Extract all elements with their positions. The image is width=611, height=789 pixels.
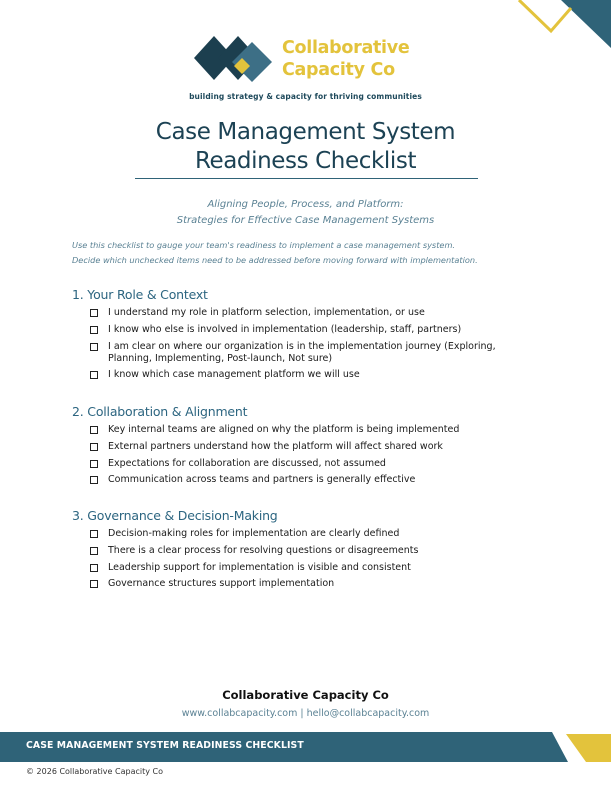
checklist-item-label: Governance structures support implementation	[108, 578, 335, 590]
checklist-item[interactable]	[72, 578, 552, 590]
section-heading: 1. Your Role & Context	[72, 287, 208, 302]
checklist-item[interactable]	[72, 424, 552, 436]
checklist-item-label: I understand my role in platform selection, implementation, or use	[108, 307, 425, 318]
checkbox-icon[interactable]	[90, 547, 98, 555]
checklist-item[interactable]	[72, 474, 552, 486]
copyright: © 2026 Collaborative Capacity Co	[26, 767, 163, 776]
section-governance	[72, 508, 552, 595]
section-role-context	[72, 287, 552, 386]
checklist-item-label: Key internal teams are aligned on why the platform is being implemented	[108, 424, 460, 435]
checklist-item-label: External partners understand how the platform will affect shared work	[108, 440, 443, 452]
checklist-item[interactable]	[72, 324, 552, 336]
checkbox-icon[interactable]	[90, 426, 98, 434]
checklist-item[interactable]	[72, 458, 552, 470]
subtitle	[0, 197, 611, 229]
checklist-item[interactable]	[72, 562, 552, 574]
title-line2: Readiness Checklist	[194, 148, 417, 174]
subtitle-line2: Strategies for Effective Case Management Systems	[176, 215, 435, 226]
section-heading: 2. Collaboration & Alignment	[72, 404, 248, 419]
checkbox-icon[interactable]	[90, 326, 98, 334]
footer-contact-links[interactable]: www.collabcapacity.com | hello@collabcapacity.com	[181, 708, 430, 719]
checklist-item[interactable]	[72, 545, 552, 557]
checklist-item-label: Communication across teams and partners is generally effective	[108, 474, 416, 486]
checkbox-icon[interactable]	[90, 476, 98, 484]
checklist-item[interactable]	[72, 307, 552, 319]
checklist-item-label: Leadership support for implementation is visible and consistent	[108, 561, 411, 573]
checkbox-icon[interactable]	[90, 564, 98, 572]
intro-line2: Decide which unchecked items need to be addressed before moving forward with implementation.	[72, 255, 478, 265]
footer-org-name: Collaborative Capacity Co	[222, 688, 389, 702]
checklist-item-label: I know who else is involved in implementation (leadership, staff, partners)	[108, 323, 462, 335]
brand-name	[282, 37, 409, 81]
checklist-item-label: Expectations for collaboration are discussed, not assumed	[108, 457, 386, 469]
title-line1: Case Management System	[155, 119, 456, 145]
checklist-item[interactable]	[72, 369, 552, 381]
checkbox-icon[interactable]	[90, 443, 98, 451]
checkbox-icon[interactable]	[90, 460, 98, 468]
intro-text	[72, 238, 572, 268]
footer-banner-text: CASE MANAGEMENT SYSTEM READINESS CHECKLIST	[26, 740, 304, 751]
checklist-item[interactable]	[72, 341, 552, 365]
checkbox-icon[interactable]	[90, 530, 98, 538]
subtitle-line1: Aligning People, Process, and Platform:	[207, 199, 404, 210]
logo-icon	[192, 34, 278, 86]
checklist-item-label: I know which case management platform we will use	[108, 369, 360, 381]
checklist-item[interactable]	[72, 528, 552, 540]
page-title	[0, 118, 611, 176]
checkbox-icon[interactable]	[90, 343, 98, 351]
checkbox-icon[interactable]	[90, 371, 98, 379]
checkbox-icon[interactable]	[90, 309, 98, 317]
corner-decoration	[511, 0, 611, 50]
checklist-item-label: Decision-making roles for implementation are clearly defined	[108, 528, 400, 539]
brand-name-line2: Capacity Co	[282, 60, 395, 80]
checklist-item-label: There is a clear process for resolving questions or disagreements	[108, 544, 419, 556]
checklist-item-label: I am clear on where our organization is in the implementation journey (Exploring,	[108, 340, 496, 352]
intro-line1: Use this checklist to gauge your team's readiness to implement a case management system.	[72, 240, 456, 250]
checklist-item[interactable]	[72, 441, 552, 453]
section-heading: 3. Governance & Decision-Making	[72, 508, 278, 523]
brand-tagline: building strategy & capacity for thriving communities	[189, 92, 422, 101]
brand-name-line1: Collaborative	[282, 38, 410, 58]
checkbox-icon[interactable]	[90, 580, 98, 588]
checklist-item-label-cont: Planning, Implementing, Post-launch, Not sure)	[108, 352, 333, 364]
section-collaboration	[72, 404, 552, 491]
title-divider	[135, 178, 478, 179]
